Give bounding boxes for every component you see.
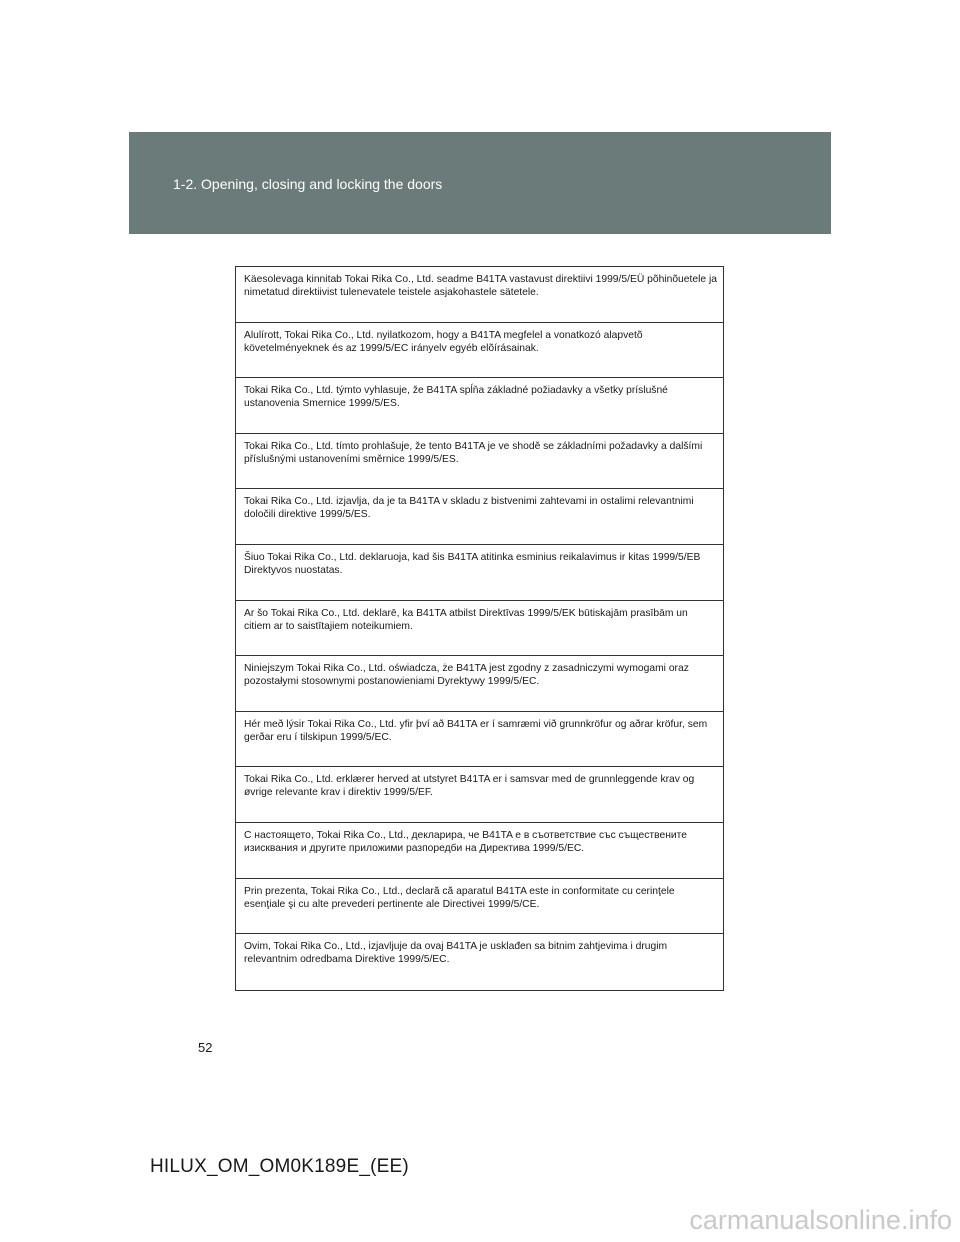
declaration-latvian: Ar šo Tokai Rika Co., Ltd. deklarē, ka B41TA atbilst Direktīvas 1999/5/EK būtiskajām prasībām un citiem ar to saistītajiem noteikumiem. [236, 601, 723, 657]
declaration-lithuanian: Šiuo Tokai Rika Co., Ltd. deklaruoja, kad šis B41TA atitinka esminius reikalavimus ir kitas 1999/5/EB Direktyvos nuostatas. [236, 545, 723, 601]
declaration-croatian: Ovim, Tokai Rika Co., Ltd., izjavljuje da ovaj B41TA je usklađen sa bitnim zahtjevima i drugim relevantnim odredbama Direktive 1999/5/EC. [244, 941, 668, 966]
declaration-slovak: Tokai Rika Co., Ltd. týmto vyhlasuje, že B41TA spĺňa základné požiadavky a všetky príslušné ustanovenia Smernice 1999/5/ES. [236, 378, 723, 434]
declaration-polish: Niniejszym Tokai Rika Co., Ltd. oświadcza, że B41TA jest zgodny z zasadniczymi wymogami oraz pozostałymi stosownymi postanowieniami Dyrektywy 1999/5/EC. [236, 656, 723, 712]
declarations-table [235, 266, 724, 991]
section-header-band [129, 132, 831, 234]
site-watermark: carmanualsonline.info [689, 1205, 952, 1235]
declaration-icelandic: Hér með lýsir Tokai Rika Co., Ltd. yfir því að B41TA er í samræmi við grunnkröfur og aðrar kröfur, sem gerðar eru í tilskipun 1999/5/EC. [236, 712, 723, 768]
declaration-slovenian: Tokai Rika Co., Ltd. izjavlja, da je ta B41TA v skladu z bistvenimi zahtevami in ostalimi relevantnimi določili direktive 1999/5/ES. [236, 489, 723, 545]
document-code: HILUX_OM_OM0K189E_(EE) [150, 1156, 409, 1177]
declaration-czech: Tokai Rika Co., Ltd. tímto prohlašuje, že tento B41TA je ve shodě se základními požadavky a dalšími příslušnými ustanoveními směrnice 1999/5/ES. [236, 434, 723, 490]
page-number: 52 [198, 1040, 213, 1055]
declaration-norwegian: Tokai Rika Co., Ltd. erklærer herved at utstyret B41TA er i samsvar med de grunnleggende krav og øvrige relevante krav i direktiv 1999/5/EF. [236, 767, 723, 823]
declaration-estonian: Käesolevaga kinnitab Tokai Rika Co., Ltd. seadme B41TA vastavust direktiivi 1999/5/EÜ põhinõuetele ja nimetatud direktiivist tulenevatele teistele asjakohastele sätetele. [236, 267, 723, 323]
declaration-romanian: Prin prezenta, Tokai Rika Co., Ltd., declară că aparatul B41TA este in conformitate cu cerinţele esenţiale şi cu alte prevederi pertinente ale Directivei 1999/5/CE. [236, 879, 723, 935]
section-title: 1-2. Opening, closing and locking the doors [173, 176, 443, 192]
declaration-hungarian: Alulírott, Tokai Rika Co., Ltd. nyilatkozom, hogy a B41TA megfelel a vonatkozó alapvetõ követelményeknek és az 1999/5/EC irányelv egyéb elõírásainak. [236, 323, 723, 379]
declaration-bulgarian: С настоящето, Tokai Rika Co., Ltd., декларира, че B41TA е в съответствие със съществените изисквания и другите приложими разпоредби на Директива 1999/5/ЕС. [236, 823, 723, 879]
